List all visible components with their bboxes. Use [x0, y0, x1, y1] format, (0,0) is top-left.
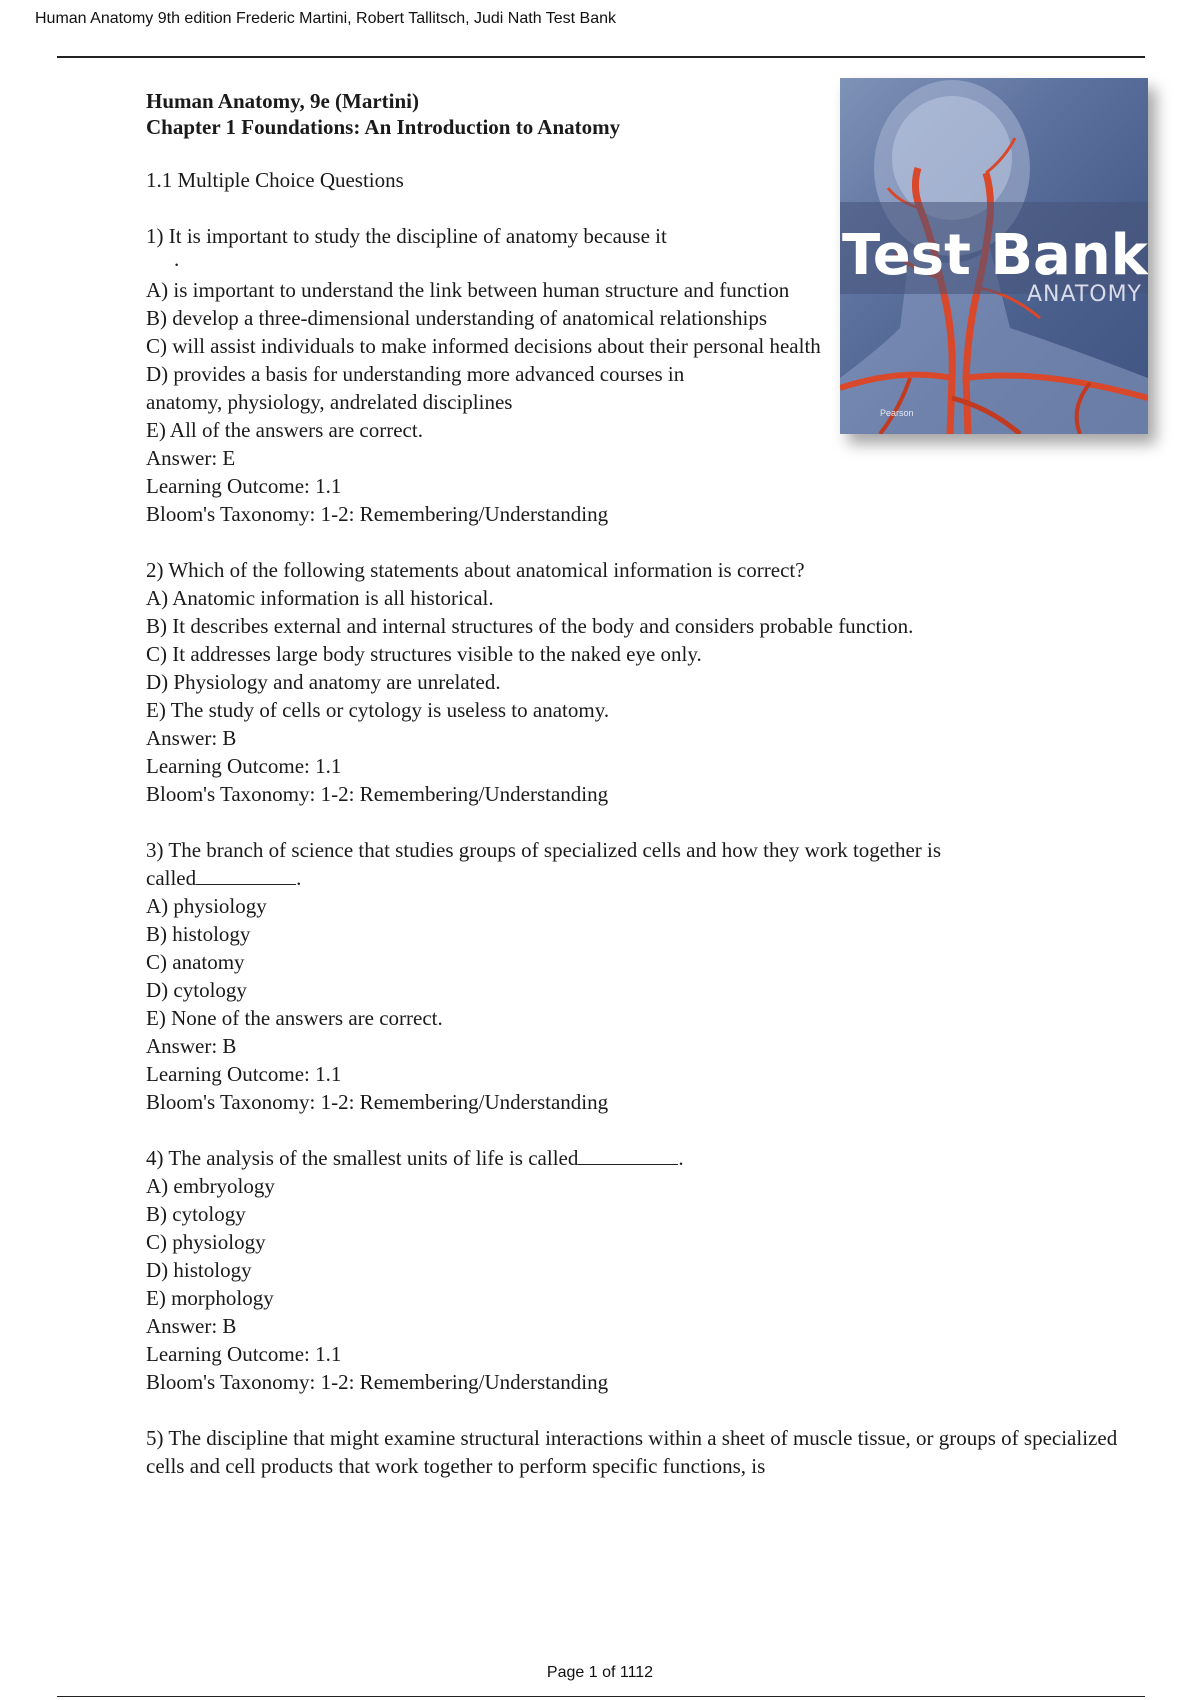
option-b: B) It describes external and internal structures of the body and considers probable function.: [146, 614, 914, 638]
question-4: [146, 1144, 1146, 1396]
cover-subtitle: ANATOMY: [1026, 282, 1142, 307]
document-header: Human Anatomy 9th edition Frederic Martini, Robert Tallitsch, Judi Nath Test Bank: [35, 10, 617, 27]
option-b: B) cytology: [146, 1202, 246, 1226]
stem-tail-prefix: called: [146, 866, 197, 890]
question-stem: 4) The analysis of the smallest units of life is called: [146, 1146, 579, 1170]
option-d: D) histology: [146, 1258, 252, 1282]
option-b: B) histology: [146, 922, 251, 946]
header-rule: [57, 56, 1145, 58]
blooms-taxonomy: Bloom's Taxonomy: 1-2: Remembering/Understanding: [146, 502, 609, 526]
answer: Answer: B: [146, 1314, 237, 1338]
stem-tail-period: .: [678, 1146, 684, 1170]
option-c: C) will assist individuals to make informed decisions about their personal health: [146, 334, 821, 358]
question-stem-line: [146, 1144, 1146, 1172]
question-3: [146, 836, 1146, 1116]
learning-outcome: Learning Outcome: 1.1: [146, 1062, 342, 1086]
blooms-taxonomy: Bloom's Taxonomy: 1-2: Remembering/Understanding: [146, 782, 609, 806]
question-stem: 1) It is important to study the discipline of anatomy because it: [146, 224, 667, 248]
option-a: A) is important to understand the link between human structure and function: [146, 278, 790, 302]
option-b: B) develop a three-dimensional understanding of anatomical relationships: [146, 306, 768, 330]
document-body: [146, 88, 1146, 1508]
option-d: D) provides a basis for understanding more advanced courses in: [146, 362, 685, 386]
learning-outcome: Learning Outcome: 1.1: [146, 474, 342, 498]
section-heading: 1.1 Multiple Choice Questions: [146, 168, 404, 192]
answer-blank: [578, 1146, 678, 1165]
answer: Answer: B: [146, 1034, 237, 1058]
page-number: Page 1 of 1112: [546, 1664, 654, 1681]
option-d: D) cytology: [146, 978, 247, 1002]
option-a: A) embryology: [146, 1174, 275, 1198]
answer: Answer: E: [146, 446, 236, 470]
publisher-logo: Pearson: [880, 408, 914, 418]
option-a: A) Anatomic information is all historical.: [146, 586, 494, 610]
question-stem: 2) Which of the following statements about anatomical information is correct?: [146, 558, 805, 582]
question-stem: 3) The branch of science that studies groups of specialized cells and how they work together is: [146, 838, 942, 862]
option-c: C) It addresses large body structures visible to the naked eye only.: [146, 642, 702, 666]
question-5: [146, 1424, 1146, 1480]
blooms-taxonomy: Bloom's Taxonomy: 1-2: Remembering/Understanding: [146, 1090, 609, 1114]
question-stem: 5) The discipline that might examine structural interactions within a sheet of muscle tissue, or groups of specialized cells and cell products that work together to perform specific functions, is: [146, 1426, 1118, 1478]
option-c: C) anatomy: [146, 950, 245, 974]
option-e: E) The study of cells or cytology is useless to anatomy.: [146, 698, 610, 722]
answer-blank: .: [174, 247, 180, 271]
option-a: A) physiology: [146, 894, 267, 918]
option-c: C) physiology: [146, 1230, 266, 1254]
option-e: E) All of the answers are correct.: [146, 418, 423, 442]
learning-outcome: Learning Outcome: 1.1: [146, 1342, 342, 1366]
answer-blank: [196, 866, 296, 885]
learning-outcome: Learning Outcome: 1.1: [146, 754, 342, 778]
option-e: E) None of the answers are correct.: [146, 1006, 443, 1030]
book-title: Human Anatomy, 9e (Martini): [146, 89, 419, 113]
question-1: [146, 222, 1146, 528]
test-bank-overlay: Test Bank: [842, 223, 1148, 288]
option-d-cont: anatomy, physiology, andrelated disciplines: [146, 390, 513, 414]
question-2: [146, 556, 1146, 808]
option-d: D) Physiology and anatomy are unrelated.: [146, 670, 501, 694]
option-e: E) morphology: [146, 1286, 274, 1310]
answer: Answer: B: [146, 726, 237, 750]
question-stem-tail: [146, 864, 1146, 892]
blooms-taxonomy: Bloom's Taxonomy: 1-2: Remembering/Understanding: [146, 1370, 609, 1394]
chapter-title: Chapter 1 Foundations: An Introduction to Anatomy: [146, 115, 621, 139]
footer-rule: [57, 1696, 1145, 1697]
stem-tail-period: .: [296, 866, 302, 890]
